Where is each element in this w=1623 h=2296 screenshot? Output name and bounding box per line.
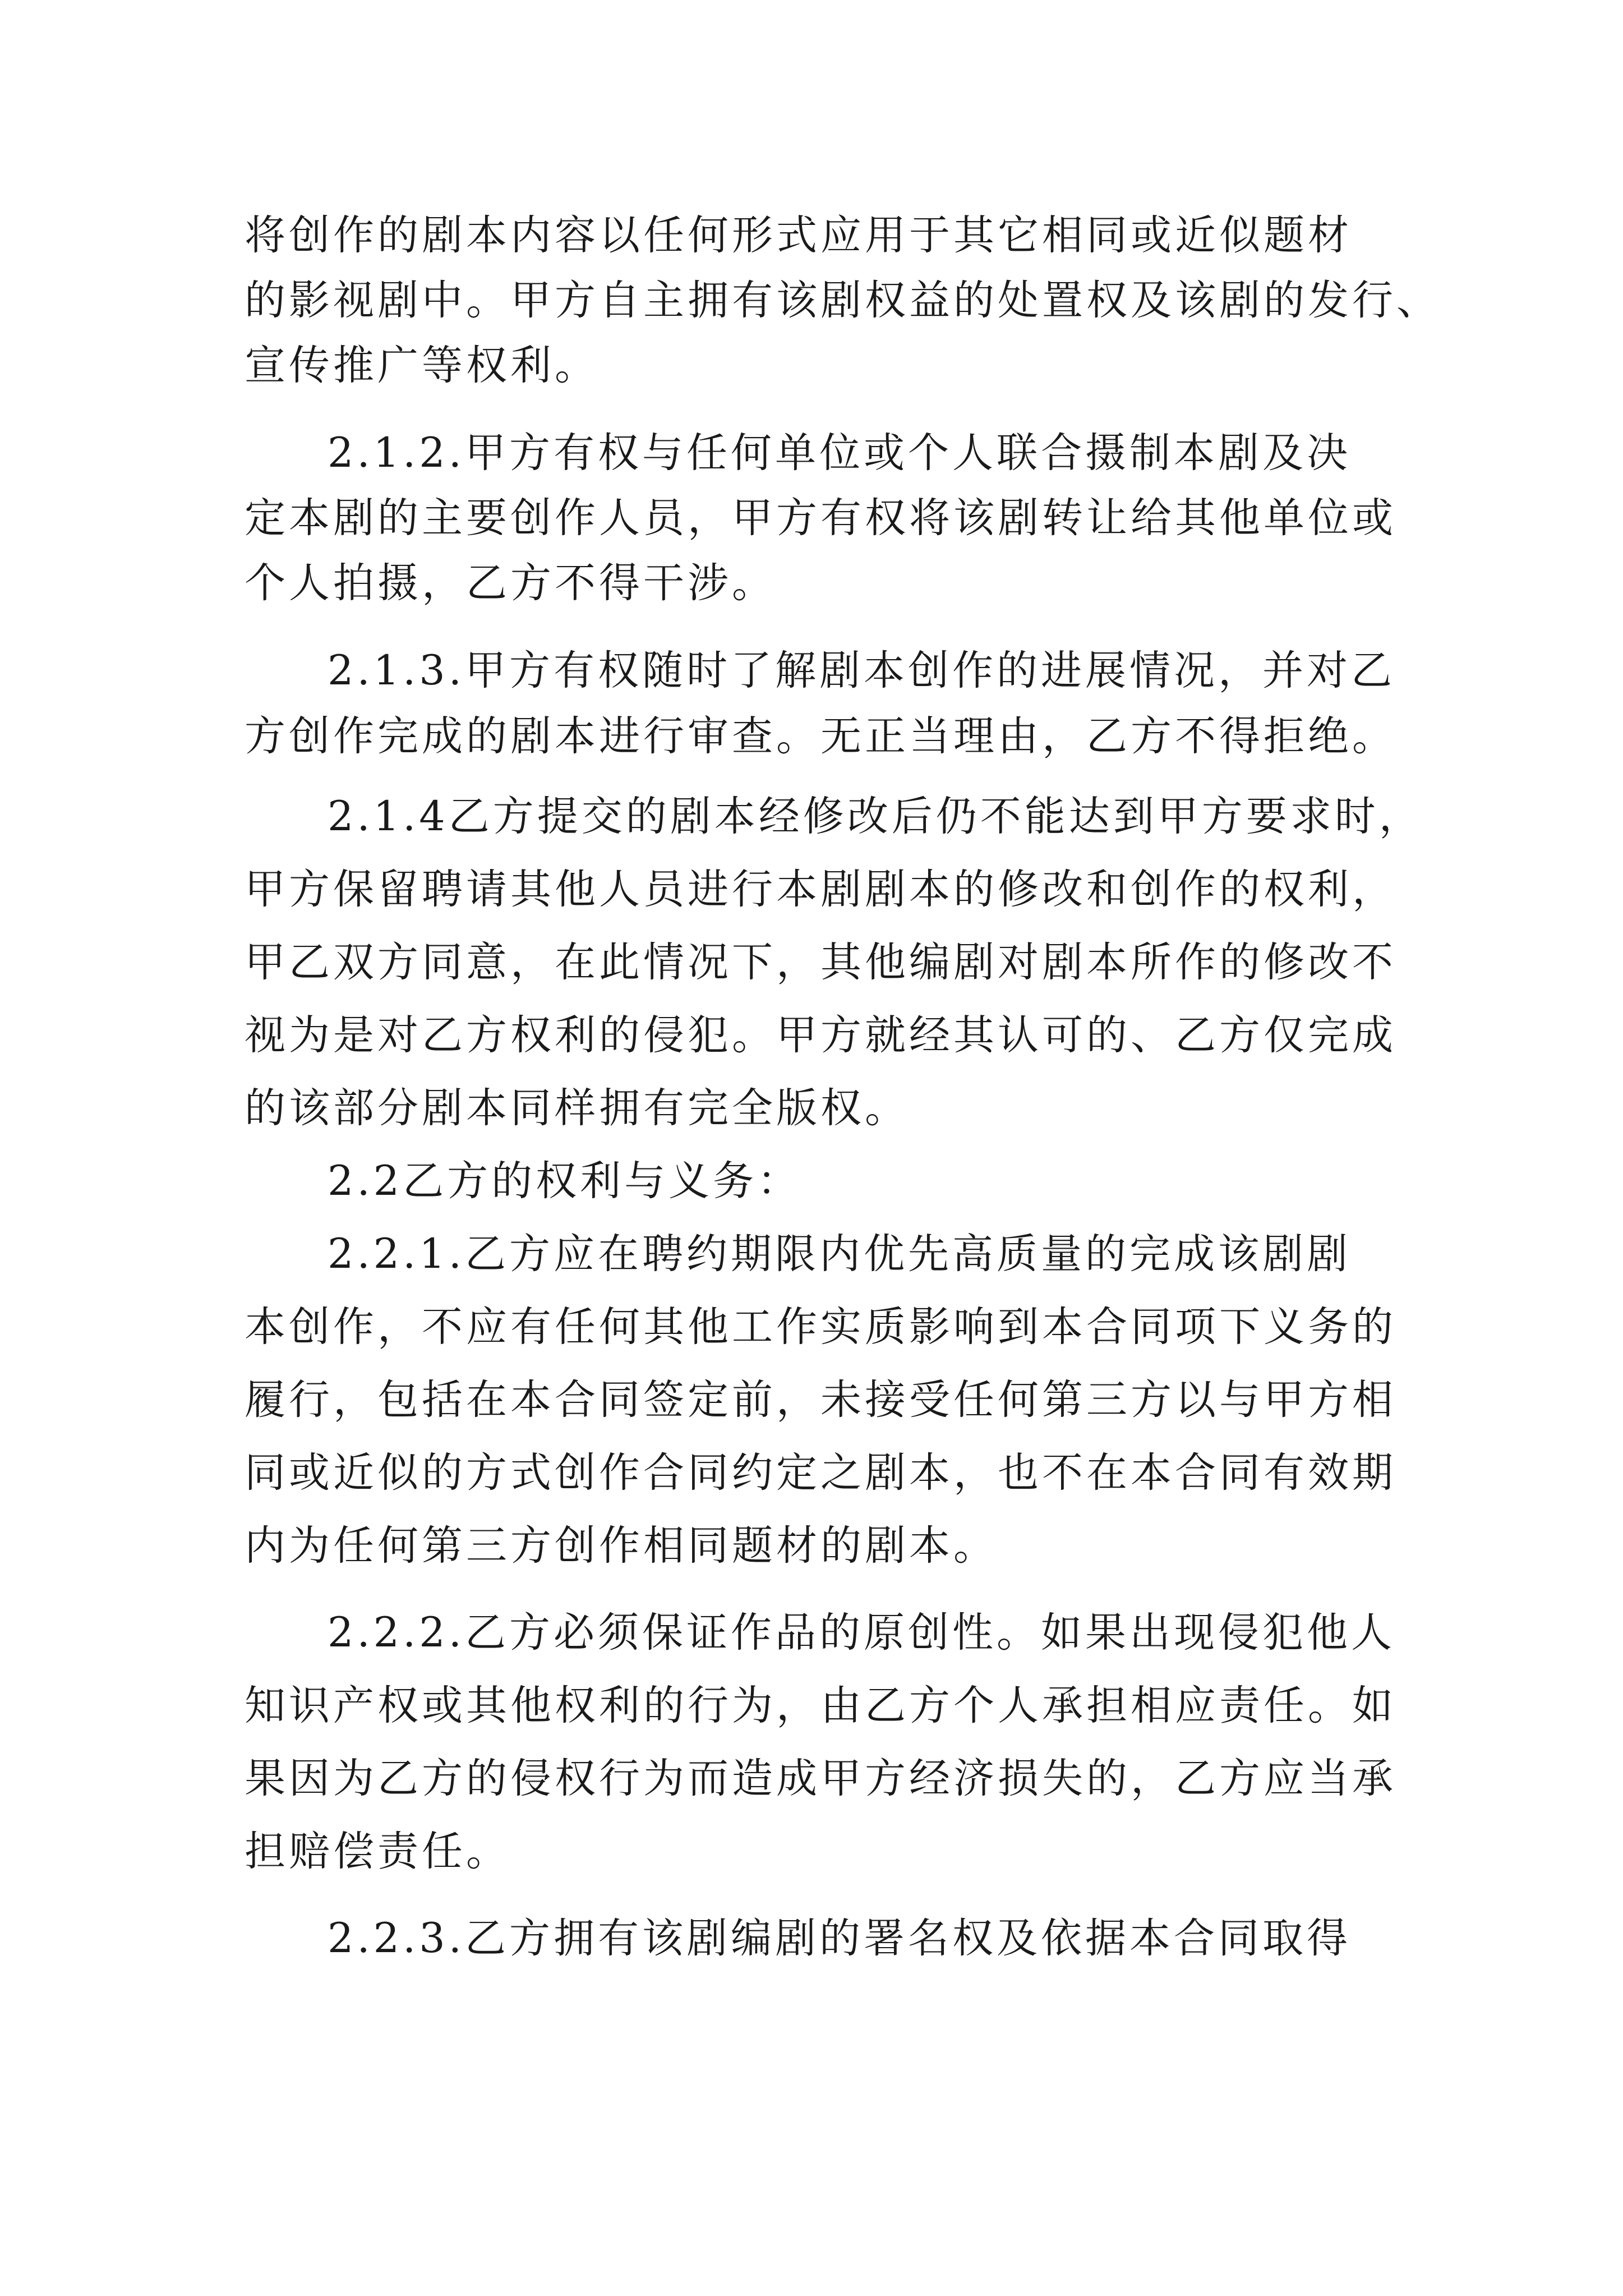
text-line: 方创作完成的剧本进行审查。无正当理由，乙方不得拒绝。: [245, 712, 1396, 760]
text-line: 2.1.3.甲方有权随时了解剧本创作的进展情况，并对乙: [328, 647, 1395, 694]
text-line: 甲乙双方同意，在此情况下，其他编剧对剧本所作的修改不: [245, 938, 1396, 986]
text-line: 将创作的剧本内容以任何形式应用于其它相同或近似题材: [245, 211, 1352, 259]
text-line: 定本剧的主要创作人员，甲方有权将该剧转让给其他单位或: [245, 494, 1396, 542]
text-line: 视为是对乙方权利的侵犯。甲方就经其认可的、乙方仅完成: [245, 1011, 1396, 1059]
text-line: 知识产权或其他权利的行为，由乙方个人承担相应责任。如: [245, 1682, 1396, 1729]
text-line: 履行，包括在本合同签定前，未接受任何第三方以与甲方相: [245, 1376, 1396, 1424]
text-line: 个人拍摄，乙方不得干涉。: [245, 559, 776, 607]
text-line: 2.2.3.乙方拥有该剧编剧的署名权及依据本合同取得: [328, 1915, 1351, 1962]
text-line: 宣传推广等权利。: [245, 342, 599, 389]
text-line: 2.2.2.乙方必须保证作品的原创性。如果出现侵犯他人: [328, 1609, 1395, 1657]
text-line: 果因为乙方的侵权行为而造成甲方经济损失的，乙方应当承: [245, 1755, 1396, 1802]
text-line: 2.2.1.乙方应在聘约期限内优先高质量的完成该剧剧: [328, 1230, 1351, 1278]
text-line: 同或近似的方式创作合同约定之剧本，也不在本合同有效期: [245, 1449, 1396, 1497]
text-line: 本创作，不应有任何其他工作实质影响到本合同项下义务的: [245, 1303, 1396, 1351]
text-line: 2.1.4乙方提交的剧本经修改后仍不能达到甲方要求时，: [328, 793, 1423, 840]
text-line: 的影视剧中。甲方自主拥有该剧权益的处置权及该剧的发行、: [245, 277, 1441, 324]
text-line: 的该部分剧本同样拥有完全版权。: [245, 1084, 909, 1132]
text-line: 2.1.2.甲方有权与任何单位或个人联合摄制本剧及决: [328, 429, 1351, 477]
text-line: 2.2乙方的权利与义务：: [328, 1157, 802, 1205]
text-line: 担赔偿责任。: [245, 1828, 510, 1875]
text-line: 内为任何第三方创作相同题材的剧本。: [245, 1522, 998, 1570]
text-line: 甲方保留聘请其他人员进行本剧剧本的修改和创作的权利，: [245, 866, 1396, 913]
